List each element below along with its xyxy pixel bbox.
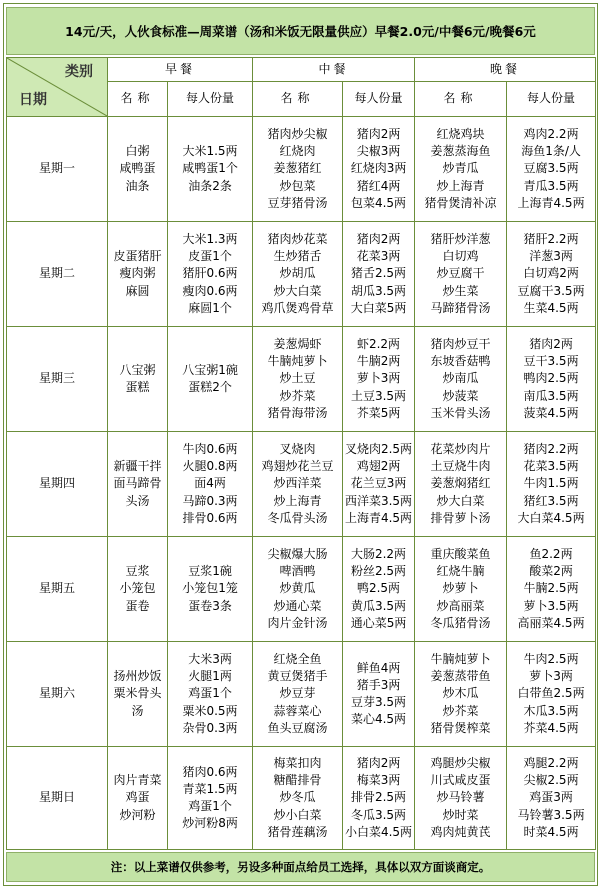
portion-amount: 火腿1两 — [188, 669, 232, 684]
dish-name: 瘦肉粥 — [119, 266, 156, 281]
dish-name: 红烧鸡块 — [436, 126, 485, 141]
dish-name: 炒豆芽 — [279, 686, 316, 701]
dish-name: 红烧牛腩 — [436, 564, 485, 579]
dish-name: 红烧肉 — [279, 144, 316, 159]
portion-amount: 猪肉2.2两 — [523, 441, 579, 456]
portion-amount: 红烧肉3两 — [350, 161, 407, 176]
dish-name: 炒上海青 — [273, 493, 322, 508]
portion-amount: 豆腐3.5两 — [523, 161, 579, 176]
dish-name: 牛腩炖萝卜 — [430, 651, 491, 666]
dish-name: 红烧全鱼 — [273, 651, 322, 666]
dinner-dish-names-cell — [415, 432, 507, 537]
dinner-header: 晚餐 — [415, 58, 596, 82]
dish-name: 姜葱蒸带鱼 — [430, 669, 491, 684]
portion-amount: 粉丝2.5两 — [350, 564, 407, 579]
portion-amount: 火腿0.8两 — [182, 459, 238, 474]
dish-name: 蒜蓉菜心 — [273, 703, 322, 718]
lunch-portions-cell — [343, 117, 415, 222]
portion-amount: 鸡蛋3两 — [529, 790, 573, 805]
dish-name: 排骨萝卜汤 — [430, 510, 491, 525]
portion-amount: 芥菜5两 — [356, 405, 401, 420]
portion-amount: 上海青4.5两 — [517, 195, 585, 210]
dish-name: 炒河粉 — [119, 807, 156, 822]
dinner-portions-cell — [507, 642, 596, 747]
breakfast-portions-cell — [168, 642, 253, 747]
dish-name: 鸡蛋 — [125, 790, 150, 805]
portion-amount: 马铃薯3.5两 — [517, 807, 585, 822]
portion-amount: 西洋菜3.5两 — [344, 493, 413, 508]
dish-name: 炒黄瓜 — [279, 581, 316, 596]
portion-amount: 马蹄0.3两 — [182, 493, 238, 508]
portion-amount: 萝卜3.5两 — [523, 598, 579, 613]
portion-amount: 白切鸡2两 — [523, 266, 579, 281]
portion-amount: 牛肉1.5两 — [523, 476, 579, 491]
lunch-portion-header: 每人份量 — [343, 82, 415, 117]
portion-amount: 猪肉2两 — [356, 231, 401, 246]
dish-name: 白切鸡 — [442, 249, 479, 264]
dish-name: 炒小白菜 — [273, 807, 322, 822]
dish-name: 炒芥菜 — [442, 703, 479, 718]
portion-amount: 猪肝2.2两 — [523, 231, 579, 246]
dish-name: 东坡香菇鸭 — [430, 354, 491, 369]
meal-header-row — [7, 58, 596, 82]
breakfast-portion-header: 每人份量 — [168, 82, 253, 117]
dish-name: 炒胡瓜 — [279, 266, 316, 281]
portion-amount: 时菜4.5两 — [523, 824, 579, 839]
dish-name: 炒生菜 — [442, 283, 479, 298]
portion-amount: 大米1.5两 — [182, 144, 238, 159]
portion-amount: 梅菜3两 — [356, 773, 401, 788]
dish-name: 姜葱焖猪红 — [430, 476, 491, 491]
portion-amount: 皮蛋1个 — [188, 249, 232, 264]
breakfast-dish-names-cell — [108, 117, 168, 222]
portion-amount: 蛋糕2个 — [188, 380, 232, 394]
dish-name: 炒大白菜 — [436, 493, 485, 508]
portion-amount: 芥菜4.5两 — [523, 720, 579, 735]
lunch-portions-cell — [343, 747, 415, 850]
menu-body — [7, 117, 596, 850]
portion-amount: 猪肉2两 — [356, 126, 401, 141]
footer-note — [6, 852, 595, 882]
breakfast-dish-names-cell — [108, 432, 168, 537]
portion-amount: 冬瓜3.5两 — [350, 807, 407, 822]
dish-name: 炒青瓜 — [442, 161, 479, 176]
portion-amount: 尖椒3两 — [356, 144, 401, 159]
dish-name: 叉烧肉 — [279, 441, 316, 456]
portion-amount: 牛腩2.5两 — [523, 581, 579, 596]
dish-name: 鸡翅炒花兰豆 — [261, 459, 334, 474]
dish-name: 炒菠菜 — [442, 388, 479, 403]
portion-amount: 上海青4.5两 — [344, 510, 413, 525]
dish-name: 冬瓜骨头汤 — [267, 510, 328, 525]
breakfast-name-header: 名称 — [108, 82, 168, 117]
dish-name: 小笼包 — [119, 581, 156, 596]
dish-name: 炒大白菜 — [273, 283, 322, 298]
portion-amount: 猪肉2两 — [356, 755, 401, 770]
dish-name: 尖椒爆大肠 — [267, 546, 328, 561]
day-label: 星期六 — [7, 642, 108, 747]
portion-amount: 鸭2.5两 — [356, 581, 401, 596]
category-label: 类别 — [65, 64, 93, 80]
day-row — [7, 642, 596, 747]
portion-amount: 猪手3两 — [356, 677, 401, 692]
day-row — [7, 537, 596, 642]
day-row — [7, 747, 596, 850]
dish-name: 豆浆 — [125, 564, 150, 579]
dinner-dish-names-cell — [415, 222, 507, 327]
dish-name: 猪肉炒豆干 — [430, 336, 491, 351]
dish-name: 新疆干拌 — [113, 459, 162, 474]
lunch-dish-names-cell — [253, 117, 343, 222]
dish-name: 炒豆腐干 — [436, 266, 485, 281]
breakfast-portions-cell — [168, 537, 253, 642]
page-title-text: 14元/天，人伙食标准—周菜谱（汤和米饭无限量供应）早餐2.0元/中餐6元/晚餐6元 — [65, 24, 536, 39]
portion-amount: 炒河粉8两 — [182, 816, 238, 831]
portion-amount: 面4两 — [194, 476, 226, 491]
lunch-dish-names-cell — [253, 642, 343, 747]
breakfast-dish-names-cell — [108, 747, 168, 850]
portion-amount: 猪肉2两 — [529, 336, 573, 351]
lunch-portions-cell — [343, 222, 415, 327]
dish-name: 重庆酸菜鱼 — [430, 546, 491, 561]
portion-amount: 萝卜3两 — [356, 371, 401, 386]
lunch-portions-cell — [343, 327, 415, 432]
dish-name: 扬州炒饭 — [113, 669, 162, 684]
day-label: 星期日 — [7, 747, 108, 850]
dish-name: 鸡腿炒尖椒 — [430, 755, 491, 770]
portion-amount: 大米3两 — [188, 651, 232, 666]
dish-name: 油条 — [125, 178, 150, 193]
dinner-portions-cell — [507, 432, 596, 537]
dish-name: 皮蛋猪肝 — [113, 249, 162, 264]
portion-amount: 虾2.2两 — [356, 336, 401, 351]
portion-amount: 小白菜4.5两 — [344, 824, 413, 839]
lunch-dish-names-cell — [253, 222, 343, 327]
dish-name: 猪肝炒洋葱 — [430, 231, 491, 246]
portion-amount: 牛肉0.6两 — [182, 441, 238, 456]
dish-name: 花菜炒肉片 — [430, 441, 491, 456]
dish-name: 炒冬瓜 — [279, 790, 316, 805]
dish-name: 梅菜扣肉 — [273, 755, 322, 770]
lunch-dish-names-cell — [253, 537, 343, 642]
portion-amount: 粟米0.5两 — [182, 703, 238, 718]
dish-name: 八宝粥 — [119, 362, 156, 377]
portion-amount: 鸡蛋1个 — [188, 686, 232, 701]
dish-name: 姜葱猪红 — [273, 161, 322, 176]
portion-amount: 花菜3.5两 — [523, 459, 579, 474]
dish-name: 汤 — [131, 703, 144, 718]
lunch-name-header: 名称 — [253, 82, 343, 117]
portion-amount: 豆芽3.5两 — [350, 695, 407, 709]
portion-amount: 杂骨0.3两 — [182, 720, 238, 735]
dinner-dish-names-cell — [415, 747, 507, 850]
lunch-dish-names-cell — [253, 432, 343, 537]
dish-name: 咸鸭蛋 — [119, 161, 156, 176]
portion-amount: 大白菜5两 — [350, 300, 407, 315]
dish-name: 炒土豆 — [279, 371, 316, 386]
lunch-dish-names-cell — [253, 747, 343, 850]
portion-amount: 白带鱼2.5两 — [517, 686, 585, 701]
portion-amount: 排骨0.6两 — [182, 510, 238, 525]
portion-amount: 木瓜3.5两 — [523, 703, 579, 718]
portion-amount: 豆干3.5两 — [523, 354, 579, 369]
dish-name: 马蹄猪骨汤 — [430, 300, 491, 315]
portion-amount: 豆腐干3.5两 — [517, 283, 585, 298]
dish-name: 炒萝卜 — [442, 581, 479, 596]
portion-amount: 猪红3.5两 — [523, 493, 579, 508]
dish-name: 猪骨煲清补凉 — [424, 195, 497, 210]
portion-amount: 咸鸭蛋1个 — [182, 161, 238, 176]
breakfast-portions-cell — [168, 747, 253, 850]
portion-amount: 鸭肉2.5两 — [523, 371, 579, 386]
portion-amount: 猪肝0.6两 — [182, 266, 238, 281]
dinner-portion-header: 每人份量 — [507, 82, 596, 117]
portion-amount: 花兰豆3两 — [350, 476, 407, 491]
weekly-menu-table — [6, 57, 596, 850]
page-title — [6, 7, 595, 55]
portion-amount: 麻圆1个 — [188, 300, 232, 315]
dish-name: 鸡肉炖黄芪 — [430, 824, 491, 839]
day-label: 星期五 — [7, 537, 108, 642]
dish-name: 肉片金针汤 — [267, 615, 328, 630]
portion-amount: 包菜4.5两 — [350, 195, 407, 210]
portion-amount: 猪红4两 — [356, 178, 401, 193]
portion-amount: 土豆3.5两 — [350, 388, 407, 403]
footer-note-text: 注：以上菜谱仅供参考，另设多种面点给员工选择，具体以双方面谈商定。 — [110, 860, 491, 874]
portion-amount: 酸菜2两 — [529, 564, 573, 579]
dish-name: 白粥 — [125, 144, 150, 159]
breakfast-portions-cell — [168, 432, 253, 537]
breakfast-dish-names-cell — [108, 327, 168, 432]
portion-amount: 菠菜4.5两 — [523, 405, 579, 420]
day-label: 星期二 — [7, 222, 108, 327]
breakfast-header: 早餐 — [108, 58, 253, 82]
portion-amount: 大肠2.2两 — [350, 546, 407, 561]
dish-name: 鸡爪煲鸡骨草 — [261, 300, 334, 315]
dish-name: 炒西洋菜 — [273, 476, 322, 491]
dish-name: 炒南瓜 — [442, 371, 479, 386]
dinner-portions-cell — [507, 222, 596, 327]
dish-name: 冬瓜猪骨汤 — [430, 615, 491, 630]
dinner-dish-names-cell — [415, 642, 507, 747]
dish-name: 炒木瓜 — [442, 686, 479, 701]
dish-name: 玉米骨头汤 — [430, 405, 491, 420]
dish-name: 糖醋排骨 — [273, 773, 322, 788]
lunch-portions-cell — [343, 432, 415, 537]
dish-name: 蛋卷 — [125, 598, 150, 613]
day-row — [7, 327, 596, 432]
day-label: 星期三 — [7, 327, 108, 432]
dish-name: 蛋糕 — [125, 380, 150, 394]
breakfast-portions-cell — [168, 117, 253, 222]
portion-amount: 鸡蛋1个 — [188, 799, 232, 813]
dish-name: 炒上海青 — [436, 178, 485, 193]
portion-amount: 南瓜3.5两 — [523, 388, 579, 403]
dish-name: 生炒猪舌 — [273, 249, 322, 264]
dish-name: 猪肉炒花菜 — [267, 231, 328, 246]
portion-amount: 洋葱3两 — [529, 249, 573, 264]
dish-name: 炒芥菜 — [279, 388, 316, 403]
portion-amount: 排骨2.5两 — [350, 790, 407, 805]
dish-name: 川式咸皮蛋 — [430, 773, 491, 788]
portion-amount: 大米1.3两 — [182, 231, 238, 246]
dish-name: 鱼头豆腐汤 — [267, 720, 328, 735]
dish-name: 啤酒鸭 — [279, 564, 316, 579]
portion-amount: 豆浆1碗 — [188, 564, 232, 579]
portion-amount: 鸡腿2.2两 — [523, 755, 579, 770]
portion-amount: 油条2条 — [188, 178, 232, 193]
dish-name: 炒马铃薯 — [436, 790, 485, 805]
portion-amount: 猪肉0.6两 — [182, 764, 238, 779]
portion-amount: 鸡肉2.2两 — [523, 126, 579, 141]
dish-name: 面马蹄骨 — [113, 476, 162, 491]
breakfast-dish-names-cell — [108, 537, 168, 642]
portion-amount: 鸡翅2两 — [356, 459, 401, 474]
breakfast-portions-cell — [168, 327, 253, 432]
portion-amount: 牛肉2.5两 — [523, 651, 579, 666]
dish-name: 姜葱蒸海鱼 — [430, 144, 491, 159]
dish-name: 麻圆 — [125, 283, 150, 298]
dinner-portions-cell — [507, 327, 596, 432]
dish-name: 肉片青菜 — [113, 773, 162, 788]
dish-name: 牛腩炖萝卜 — [267, 354, 328, 369]
dinner-dish-names-cell — [415, 327, 507, 432]
lunch-header: 中餐 — [253, 58, 415, 82]
dish-name: 猪骨莲藕汤 — [267, 824, 328, 839]
portion-amount: 萝卜3两 — [529, 669, 573, 684]
dinner-name-header: 名称 — [415, 82, 507, 117]
portion-amount: 黄瓜3.5两 — [350, 598, 407, 613]
portion-amount: 蛋卷3条 — [188, 598, 232, 613]
day-row — [7, 117, 596, 222]
portion-amount: 高丽菜4.5两 — [517, 615, 585, 630]
lunch-dish-names-cell — [253, 327, 343, 432]
dish-name: 猪骨煲榨菜 — [430, 720, 491, 735]
dinner-portions-cell — [507, 117, 596, 222]
dish-name: 炒高丽菜 — [436, 598, 485, 613]
portion-amount: 八宝粥1碗 — [182, 362, 238, 377]
portion-amount: 胡瓜3.5两 — [350, 283, 407, 298]
portion-amount: 牛腩2两 — [356, 354, 401, 369]
portion-amount: 鱼2.2两 — [529, 546, 573, 561]
day-row — [7, 432, 596, 537]
portion-amount: 大白菜4.5两 — [517, 510, 585, 525]
dinner-dish-names-cell — [415, 117, 507, 222]
dish-name: 头汤 — [125, 493, 150, 508]
portion-amount: 菜心4.5两 — [350, 712, 407, 727]
dinner-dish-names-cell — [415, 537, 507, 642]
dish-name: 猪骨海带汤 — [267, 405, 328, 420]
dish-name: 土豆烧牛肉 — [430, 459, 491, 474]
dish-name: 豆芽猪骨汤 — [267, 195, 328, 210]
dish-name: 炒时菜 — [442, 807, 479, 822]
lunch-portions-cell — [343, 537, 415, 642]
dish-name: 猪肉炒尖椒 — [267, 126, 328, 141]
lunch-portions-cell — [343, 642, 415, 747]
portion-amount: 通心菜5两 — [350, 615, 407, 630]
day-label: 星期四 — [7, 432, 108, 537]
portion-amount: 鲜鱼4两 — [356, 660, 401, 675]
dish-name: 炒通心菜 — [273, 598, 322, 613]
portion-amount: 青菜1.5两 — [182, 781, 238, 796]
day-label: 星期一 — [7, 117, 108, 222]
portion-amount: 瘦肉0.6两 — [182, 283, 238, 298]
date-label: 日期 — [19, 91, 47, 108]
portion-amount: 海鱼1条/人 — [521, 144, 581, 159]
portion-amount: 青瓜3.5两 — [523, 178, 579, 193]
portion-amount: 猪舌2.5两 — [350, 266, 407, 281]
dish-name: 粟米骨头 — [113, 686, 162, 701]
breakfast-portions-cell — [168, 222, 253, 327]
day-row — [7, 222, 596, 327]
portion-amount: 叉烧肉2.5两 — [344, 441, 413, 456]
dish-name: 姜葱焗虾 — [273, 336, 322, 351]
dinner-portions-cell — [507, 747, 596, 850]
breakfast-dish-names-cell — [108, 222, 168, 327]
portion-amount: 生菜4.5两 — [523, 300, 579, 315]
dish-name: 黄豆煲猪手 — [267, 669, 328, 684]
category-date-corner — [7, 58, 108, 117]
portion-amount: 花菜3两 — [356, 249, 401, 264]
portion-amount: 尖椒2.5两 — [523, 773, 579, 788]
dinner-portions-cell — [507, 537, 596, 642]
dish-name: 炒包菜 — [279, 178, 316, 193]
portion-amount: 小笼包1笼 — [182, 581, 238, 596]
breakfast-dish-names-cell — [108, 642, 168, 747]
